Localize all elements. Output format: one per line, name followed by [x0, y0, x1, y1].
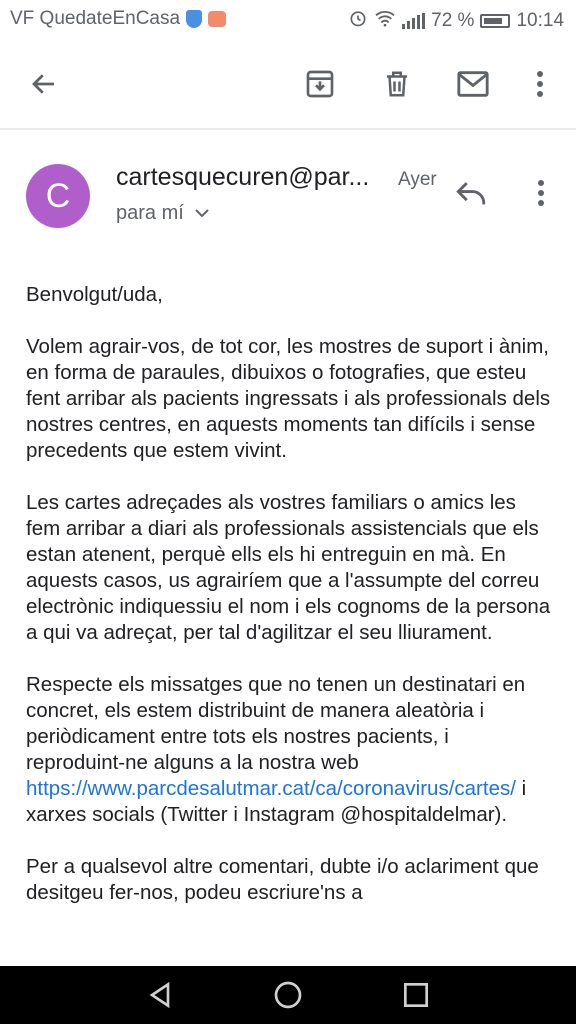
mail-notification-icon — [208, 11, 226, 27]
alarm-icon — [348, 8, 368, 34]
paragraph-3 — [26, 672, 551, 828]
nav-back-icon[interactable] — [144, 979, 176, 1011]
recipient-toggle[interactable] — [116, 202, 210, 225]
carrier-label: VF QuedateEnCasa — [10, 8, 181, 29]
archive-icon[interactable] — [300, 64, 340, 104]
nav-home-icon[interactable] — [272, 979, 304, 1011]
clock: 10:14 — [516, 10, 564, 31]
paragraph-3-text: Respecte els missatges que no tenen un destinatari en concret, els estem distribuint de manera aleatòria i periòdicament entre tots els nostres pacients, i reproduint-ne alguns a la nostra web — [26, 673, 526, 774]
nav-recents-icon[interactable] — [400, 979, 432, 1011]
recipient-label: para mí — [116, 202, 184, 224]
paragraph-3-tail: i xarxes socials (Twitter i Instagram @hospitaldelmar). — [26, 777, 527, 826]
paragraph-2: Les cartes adreçades als vostres familiars o amics les fem arribar a diari als professionals assistencials que els estan atenent, perquè ells els hi entreguin en mà. En aquests casos, us agrairíem que a l'assumpte del correu electrònic indiquessiu el nom i els cognoms de la persona a qui va adreçat, per tal d'agilitzar el seu lliurament. — [26, 491, 551, 644]
sender-name: cartesquecuren@par... — [116, 163, 370, 191]
more-vert-icon[interactable] — [520, 64, 560, 104]
email-body — [26, 282, 551, 932]
paragraph-1: Volem agrair-vos, de tot cor, les mostres de suport i ànim, en forma de paraules, dibuixos o fotografies, que esteu fent arribar als pacients ingressats i als professionals dels nostres centres, en aquests moments tan difícils i sense precedents que estem vivint. — [26, 335, 551, 462]
back-arrow-icon[interactable] — [24, 64, 64, 104]
email-header — [0, 150, 576, 240]
more-vert-icon[interactable] — [524, 178, 558, 218]
battery-icon — [480, 14, 510, 28]
paragraph-4: Per a qualsevol altre comentari, dubte i/o aclariment que desitgeu fer-nos, podeu escriure'ns a — [26, 855, 539, 904]
battery-percent: 72 % — [431, 10, 475, 31]
avatar[interactable]: C — [26, 164, 90, 228]
wifi-icon — [374, 9, 396, 33]
email-toolbar — [0, 40, 576, 130]
reply-icon[interactable] — [454, 178, 494, 218]
signal-icon — [402, 13, 425, 29]
status-right — [348, 8, 564, 34]
mark-unread-icon[interactable] — [453, 64, 493, 104]
greeting: Benvolgut/uda, — [26, 283, 163, 306]
delete-icon[interactable] — [377, 64, 417, 104]
shield-icon — [186, 10, 202, 28]
web-link[interactable]: https://www.parcdesalutmar.cat/ca/coronavirus/cartes/ — [26, 777, 516, 800]
status-left — [10, 8, 226, 30]
chevron-down-icon — [194, 202, 210, 225]
system-nav-bar — [0, 966, 576, 1024]
email-date: Ayer — [398, 169, 437, 190]
status-bar — [0, 0, 576, 40]
